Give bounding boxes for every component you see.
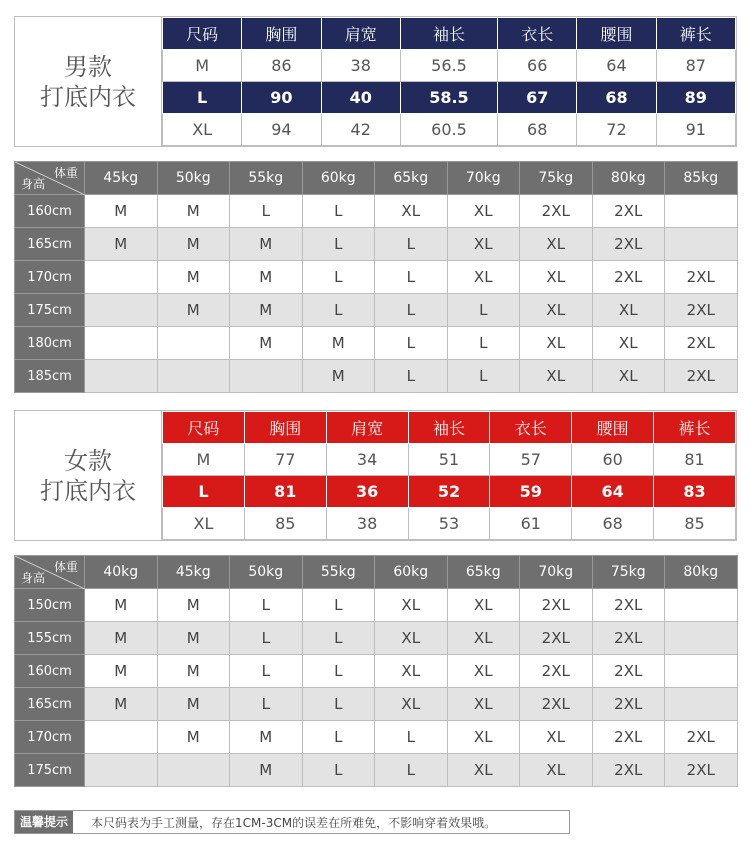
grid-size-cell: L [302, 195, 375, 228]
grid-size-cell: 2XL [592, 721, 665, 754]
women-size-title [15, 411, 162, 540]
size-cell: 89 [656, 82, 735, 114]
grid-height-header: 160cm [15, 655, 85, 688]
size-header-cell: 尺码 [163, 18, 242, 50]
grid-size-cell [157, 754, 230, 787]
grid-size-cell: L [302, 589, 375, 622]
grid-size-cell [665, 622, 738, 655]
grid-size-cell: XL [520, 228, 593, 261]
grid-row [15, 655, 738, 688]
grid-size-cell: L [302, 261, 375, 294]
grid-row [15, 754, 738, 787]
grid-height-header: 170cm [15, 261, 85, 294]
grid-size-cell: XL [375, 589, 448, 622]
grid-size-cell: 2XL [520, 589, 593, 622]
grid-row [15, 294, 738, 327]
size-cell: 53 [408, 508, 490, 540]
size-header-cell: 袖长 [408, 412, 490, 444]
grid-size-cell: 2XL [665, 327, 738, 360]
size-cell: 85 [654, 508, 736, 540]
grid-size-cell: XL [520, 360, 593, 393]
grid-size-cell: M [157, 721, 230, 754]
grid-size-cell [665, 195, 738, 228]
size-cell: 59 [490, 476, 572, 508]
men-fit-grid [14, 161, 738, 393]
grid-weight-header: 50kg [230, 556, 303, 589]
corner-weight-label: 体重 [53, 560, 78, 574]
grid-row [15, 360, 738, 393]
grid-weight-header: 55kg [230, 162, 303, 195]
grid-size-cell: M [230, 261, 303, 294]
grid-row [15, 622, 738, 655]
grid-size-cell: 2XL [592, 655, 665, 688]
grid-size-cell: L [302, 622, 375, 655]
grid-weight-header: 65kg [447, 556, 520, 589]
size-cell: 36 [326, 476, 408, 508]
size-cell: 57 [490, 444, 572, 476]
grid-size-cell: XL [447, 589, 520, 622]
grid-size-cell: M [85, 622, 158, 655]
grid-size-cell: L [375, 360, 448, 393]
size-cell: M [163, 444, 245, 476]
size-cell: 61 [490, 508, 572, 540]
grid-size-cell: M [157, 655, 230, 688]
grid-size-cell: 2XL [665, 261, 738, 294]
grid-size-cell: XL [520, 294, 593, 327]
size-cell: 60 [572, 444, 654, 476]
grid-row [15, 721, 738, 754]
size-header-cell: 尺码 [163, 412, 245, 444]
size-cell: L [163, 476, 245, 508]
grid-size-cell: L [375, 228, 448, 261]
grid-size-cell: XL [447, 688, 520, 721]
grid-size-cell: 2XL [665, 721, 738, 754]
grid-size-cell: M [157, 294, 230, 327]
grid-size-cell: XL [520, 721, 593, 754]
grid-size-cell: 2XL [592, 622, 665, 655]
grid-size-cell [665, 228, 738, 261]
size-row [163, 50, 736, 82]
women-size-table [162, 411, 736, 540]
grid-weight-header: 45kg [157, 556, 230, 589]
grid-size-cell: XL [592, 294, 665, 327]
size-cell: 83 [654, 476, 736, 508]
grid-size-cell: M [85, 688, 158, 721]
grid-size-cell: L [230, 589, 303, 622]
grid-size-cell: 2XL [592, 688, 665, 721]
size-row [163, 444, 736, 476]
grid-size-cell: L [447, 360, 520, 393]
grid-row [15, 228, 738, 261]
men-title-line2: 打底内衣 [40, 82, 136, 111]
grid-row [15, 261, 738, 294]
grid-size-cell: XL [375, 688, 448, 721]
grid-weight-header: 75kg [520, 162, 593, 195]
grid-size-cell: L [302, 688, 375, 721]
men-size-title [15, 17, 162, 146]
grid-height-header: 155cm [15, 622, 85, 655]
grid-size-cell: L [375, 721, 448, 754]
grid-weight-header: 80kg [665, 556, 738, 589]
grid-size-cell: XL [447, 261, 520, 294]
men-size-table [162, 17, 736, 146]
grid-size-cell: M [157, 688, 230, 721]
grid-height-header: 170cm [15, 721, 85, 754]
grid-size-cell: XL [375, 622, 448, 655]
grid-weight-header: 75kg [592, 556, 665, 589]
grid-size-cell: M [230, 228, 303, 261]
size-cell: 72 [577, 114, 656, 146]
tip-tag: 温馨提示 [15, 811, 73, 833]
grid-size-cell: L [302, 754, 375, 787]
size-row [163, 508, 736, 540]
grid-size-cell: 2XL [520, 655, 593, 688]
grid-size-cell [85, 754, 158, 787]
women-size-section [14, 410, 737, 541]
size-header-cell: 衣长 [490, 412, 572, 444]
size-cell: 90 [242, 82, 321, 114]
size-cell: 66 [498, 50, 577, 82]
size-header-cell: 裤长 [654, 412, 736, 444]
size-cell: 56.5 [400, 50, 497, 82]
grid-size-cell: XL [592, 327, 665, 360]
grid-height-header: 180cm [15, 327, 85, 360]
grid-size-cell: 2XL [520, 688, 593, 721]
size-header-cell: 肩宽 [326, 412, 408, 444]
grid-height-header: 150cm [15, 589, 85, 622]
grid-size-cell: XL [375, 195, 448, 228]
size-cell: 91 [656, 114, 735, 146]
grid-size-cell: M [157, 195, 230, 228]
grid-weight-header: 60kg [375, 556, 448, 589]
size-cell: 51 [408, 444, 490, 476]
grid-weight-header: 70kg [520, 556, 593, 589]
women-fit-grid [14, 555, 738, 787]
grid-height-header: 160cm [15, 195, 85, 228]
size-cell: 81 [654, 444, 736, 476]
grid-header-row [15, 556, 738, 589]
size-cell: 38 [321, 50, 400, 82]
grid-size-cell: 2XL [592, 589, 665, 622]
grid-size-cell: M [85, 589, 158, 622]
grid-row [15, 688, 738, 721]
grid-row [15, 589, 738, 622]
grid-weight-header: 45kg [85, 162, 158, 195]
grid-height-header: 165cm [15, 228, 85, 261]
grid-height-header: 165cm [15, 688, 85, 721]
grid-size-cell [85, 721, 158, 754]
size-cell: 60.5 [400, 114, 497, 146]
grid-size-cell: 2XL [665, 294, 738, 327]
size-row [163, 114, 736, 146]
size-cell: 68 [572, 508, 654, 540]
size-cell: 77 [244, 444, 326, 476]
size-header-row [163, 412, 736, 444]
grid-size-cell: L [230, 688, 303, 721]
corner-height-label: 身高 [21, 177, 46, 191]
grid-size-cell: XL [592, 360, 665, 393]
grid-size-cell: 2XL [520, 195, 593, 228]
grid-size-cell: M [230, 721, 303, 754]
size-cell: 38 [326, 508, 408, 540]
grid-height-header: 185cm [15, 360, 85, 393]
grid-size-cell [230, 360, 303, 393]
grid-size-cell: M [230, 754, 303, 787]
grid-size-cell: L [375, 261, 448, 294]
grid-size-cell: L [375, 294, 448, 327]
grid-size-cell: XL [447, 754, 520, 787]
size-row [163, 476, 736, 508]
men-title-line1: 男款 [64, 52, 112, 81]
grid-size-cell: M [157, 228, 230, 261]
grid-size-cell [665, 688, 738, 721]
grid-weight-header: 70kg [447, 162, 520, 195]
grid-weight-header: 65kg [375, 162, 448, 195]
grid-height-header: 175cm [15, 294, 85, 327]
grid-weight-header: 55kg [302, 556, 375, 589]
grid-size-cell: M [85, 655, 158, 688]
size-header-cell: 腰围 [572, 412, 654, 444]
grid-corner-cell [15, 162, 85, 195]
grid-size-cell: XL [520, 327, 593, 360]
grid-size-cell: XL [447, 195, 520, 228]
grid-size-cell: XL [447, 622, 520, 655]
grid-row [15, 327, 738, 360]
grid-size-cell: XL [375, 655, 448, 688]
size-cell: 68 [498, 114, 577, 146]
grid-size-cell: L [230, 622, 303, 655]
grid-size-cell: 2XL [592, 754, 665, 787]
size-cell: 68 [577, 82, 656, 114]
grid-size-cell: M [230, 327, 303, 360]
grid-size-cell [85, 327, 158, 360]
grid-size-cell [665, 655, 738, 688]
grid-size-cell: L [302, 228, 375, 261]
grid-size-cell: M [157, 589, 230, 622]
grid-size-cell: M [85, 195, 158, 228]
grid-row [15, 195, 738, 228]
size-row [163, 82, 736, 114]
men-size-block [14, 16, 737, 147]
size-header-cell: 衣长 [498, 18, 577, 50]
women-fit-section [14, 555, 737, 787]
size-header-cell: 袖长 [400, 18, 497, 50]
grid-corner-cell [15, 556, 85, 589]
size-cell: 34 [326, 444, 408, 476]
corner-height-label: 身高 [21, 571, 46, 585]
grid-size-cell: 2XL [665, 754, 738, 787]
size-cell: XL [163, 508, 245, 540]
grid-size-cell: M [302, 360, 375, 393]
size-header-cell: 腰围 [577, 18, 656, 50]
size-cell: 42 [321, 114, 400, 146]
grid-weight-header: 50kg [157, 162, 230, 195]
grid-size-cell: 2XL [592, 261, 665, 294]
grid-size-cell: L [230, 655, 303, 688]
grid-size-cell: 2XL [665, 360, 738, 393]
women-title-line1: 女款 [64, 446, 112, 475]
size-cell: 86 [242, 50, 321, 82]
size-cell: 64 [572, 476, 654, 508]
size-cell: L [163, 82, 242, 114]
grid-size-cell: XL [520, 261, 593, 294]
grid-size-cell: 2XL [592, 195, 665, 228]
grid-weight-header: 80kg [592, 162, 665, 195]
men-fit-section [14, 161, 737, 393]
size-cell: 87 [656, 50, 735, 82]
grid-size-cell: L [375, 754, 448, 787]
tip-bar [14, 810, 570, 834]
grid-size-cell: L [302, 294, 375, 327]
grid-size-cell [85, 261, 158, 294]
size-cell: 52 [408, 476, 490, 508]
grid-header-row [15, 162, 738, 195]
women-title-line2: 打底内衣 [40, 476, 136, 505]
grid-size-cell: XL [520, 754, 593, 787]
grid-size-cell: L [302, 655, 375, 688]
grid-size-cell [85, 294, 158, 327]
grid-size-cell: L [302, 721, 375, 754]
grid-size-cell: 2XL [592, 228, 665, 261]
grid-size-cell [157, 360, 230, 393]
size-cell: 40 [321, 82, 400, 114]
grid-weight-header: 85kg [665, 162, 738, 195]
men-size-section [14, 16, 737, 147]
size-header-cell: 裤长 [656, 18, 735, 50]
size-header-cell: 肩宽 [321, 18, 400, 50]
grid-size-cell: XL [447, 721, 520, 754]
grid-size-cell: XL [447, 228, 520, 261]
tip-text: 本尺码表为手工测量，存在1CM-3CM的误差在所难免，不影响穿着效果哦。 [91, 815, 497, 830]
women-size-block [14, 410, 737, 541]
grid-size-cell: 2XL [520, 622, 593, 655]
size-cell: 58.5 [400, 82, 497, 114]
grid-size-cell: M [85, 228, 158, 261]
grid-size-cell [157, 327, 230, 360]
size-cell: M [163, 50, 242, 82]
corner-weight-label: 体重 [53, 166, 78, 180]
grid-size-cell: L [447, 294, 520, 327]
grid-size-cell: M [230, 294, 303, 327]
grid-size-cell: M [302, 327, 375, 360]
size-header-cell: 胸围 [244, 412, 326, 444]
grid-size-cell: L [447, 327, 520, 360]
grid-size-cell: L [230, 195, 303, 228]
size-cell: 94 [242, 114, 321, 146]
size-cell: 67 [498, 82, 577, 114]
grid-size-cell: M [157, 261, 230, 294]
size-cell: 85 [244, 508, 326, 540]
grid-height-header: 175cm [15, 754, 85, 787]
size-cell: XL [163, 114, 242, 146]
grid-weight-header: 40kg [85, 556, 158, 589]
grid-weight-header: 60kg [302, 162, 375, 195]
size-cell: 81 [244, 476, 326, 508]
grid-size-cell [665, 589, 738, 622]
size-header-cell: 胸围 [242, 18, 321, 50]
grid-size-cell: M [157, 622, 230, 655]
grid-size-cell: XL [447, 655, 520, 688]
size-header-row [163, 18, 736, 50]
grid-size-cell: L [375, 327, 448, 360]
grid-size-cell [85, 360, 158, 393]
size-cell: 64 [577, 50, 656, 82]
